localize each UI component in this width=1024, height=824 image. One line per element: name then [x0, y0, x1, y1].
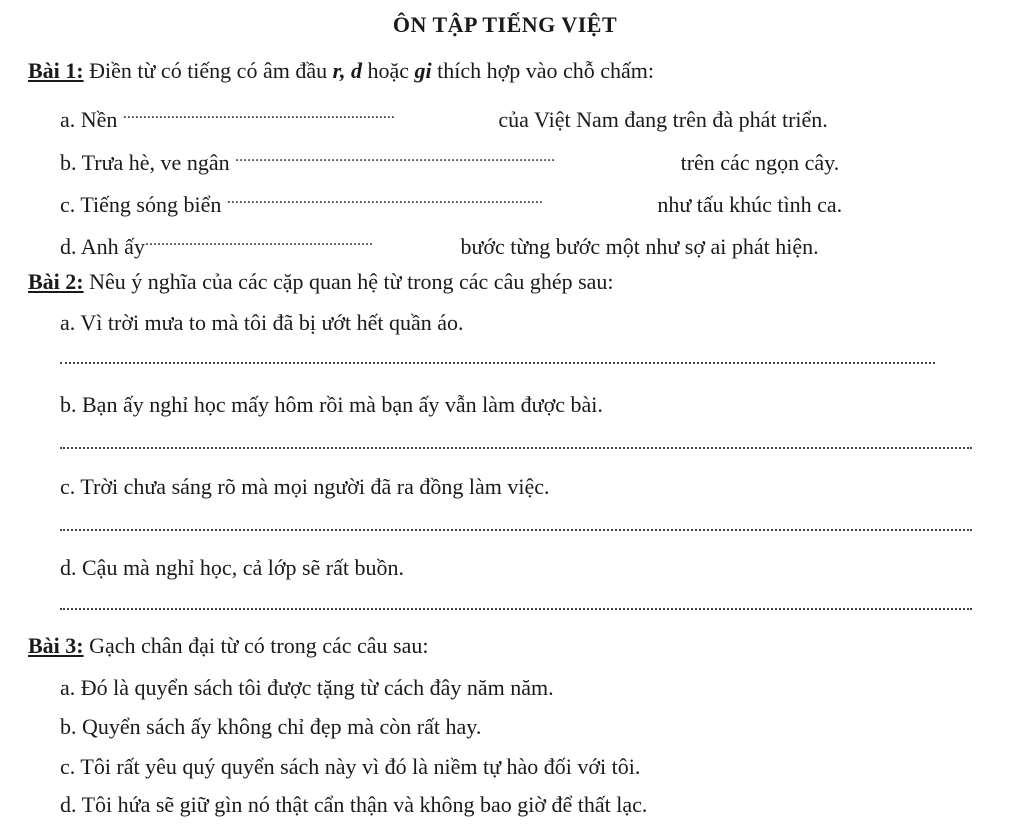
item-marker: d.: [60, 555, 77, 580]
sentence-text: Cậu mà nghỉ học, cả lớp sẽ rất buồn.: [82, 555, 404, 580]
exercise-2-item-b: [60, 392, 603, 418]
sentence-end: như tấu khúc tình ca.: [651, 192, 843, 217]
item-marker: d.: [60, 792, 77, 817]
exercise-1-prompt-start: Điền từ có tiếng có âm đầu: [83, 58, 333, 83]
exercise-3-item-a: [60, 675, 554, 701]
sentence-text: Vì trời mưa to mà tôi đã bị ướt hết quần áo.: [80, 310, 464, 335]
sentence-start: Anh ấy: [80, 234, 145, 259]
exercise-2-heading: [28, 269, 614, 295]
exercise-1-item-b: [60, 144, 840, 175]
sentence-start: Trưa hè, ve ngân: [81, 150, 236, 175]
exercise-1-prompt-middle: hoặc: [361, 58, 415, 83]
sentence-text[interactable]: Tôi hứa sẽ giữ gìn nó thật cẩn thận và không bao giờ để thất lạc.: [81, 792, 648, 817]
exercise-2-item-c: [60, 474, 549, 500]
exercise-3-item-b: [60, 714, 481, 740]
fill-blank[interactable]: ................................................................................: [235, 148, 556, 165]
exercise-3-item-c: [60, 754, 640, 780]
item-marker: a.: [60, 107, 76, 132]
answer-line-b[interactable]: [60, 437, 972, 449]
answer-line-a[interactable]: [60, 352, 935, 364]
sentence-text[interactable]: Đó là quyển sách tôi được tặng từ cách đây năm năm.: [80, 675, 554, 700]
sentence-text[interactable]: Quyển sách ấy không chỉ đẹp mà còn rất hay.: [82, 714, 482, 739]
exercise-1-item-d: [60, 228, 819, 259]
item-marker: a.: [60, 310, 76, 335]
exercise-3-heading: [28, 633, 428, 659]
exercise-1-heading: [28, 58, 654, 84]
item-marker: b.: [60, 714, 77, 739]
exercise-2-prompt: Nêu ý nghĩa của các cặp quan hệ từ trong các câu ghép sau:: [83, 269, 614, 294]
sentence-end: trên các ngọn cây.: [675, 150, 840, 175]
item-marker: a.: [60, 675, 76, 700]
sentence-end: bước từng bước một như sợ ai phát hiện.: [454, 234, 819, 259]
page-title: ÔN TẬP TIẾNG VIỆT: [392, 12, 618, 37]
sentence-end: của Việt Nam đang trên đà phát triển.: [492, 107, 828, 132]
item-marker: b.: [60, 392, 77, 417]
sentence-text: Trời chưa sáng rõ mà mọi người đã ra đồng làm việc.: [80, 474, 550, 499]
exercise-1-number: Bài 1:: [28, 58, 84, 83]
exercise-1-gi: gi: [414, 58, 432, 83]
exercise-1-letters: r, d: [332, 58, 362, 83]
exercise-1-item-c: [60, 186, 843, 217]
exercise-3-prompt: Gạch chân đại từ có trong các câu sau:: [83, 633, 429, 658]
sentence-start: Nền: [80, 107, 123, 132]
item-marker: c.: [60, 192, 76, 217]
sentence-start: Tiếng sóng biển: [80, 192, 227, 217]
fill-blank[interactable]: .........................................................: [144, 232, 373, 249]
exercise-2-number: Bài 2:: [28, 269, 84, 294]
answer-line-d[interactable]: [60, 598, 972, 610]
item-marker: c.: [60, 754, 76, 779]
exercise-2-item-a: [60, 310, 464, 336]
fill-blank[interactable]: ...............................................................................: [226, 190, 543, 207]
item-marker: c.: [60, 474, 76, 499]
item-marker: d.: [60, 234, 77, 259]
exercise-3-number: Bài 3:: [28, 633, 84, 658]
item-marker: b.: [60, 150, 77, 175]
exercise-1-prompt-end: thích hợp vào chỗ chấm:: [431, 58, 655, 83]
exercise-3-item-d: [60, 792, 647, 818]
sentence-text[interactable]: Tôi rất yêu quý quyển sách này vì đó là niềm tự hào đối với tôi.: [80, 754, 641, 779]
exercise-2-item-d: [60, 555, 404, 581]
exercise-1-item-a: [60, 101, 828, 132]
sentence-text: Bạn ấy nghỉ học mấy hôm rồi mà bạn ấy vẫn làm được bài.: [82, 392, 603, 417]
fill-blank[interactable]: ....................................................................: [122, 105, 395, 122]
answer-line-c[interactable]: [60, 519, 972, 531]
